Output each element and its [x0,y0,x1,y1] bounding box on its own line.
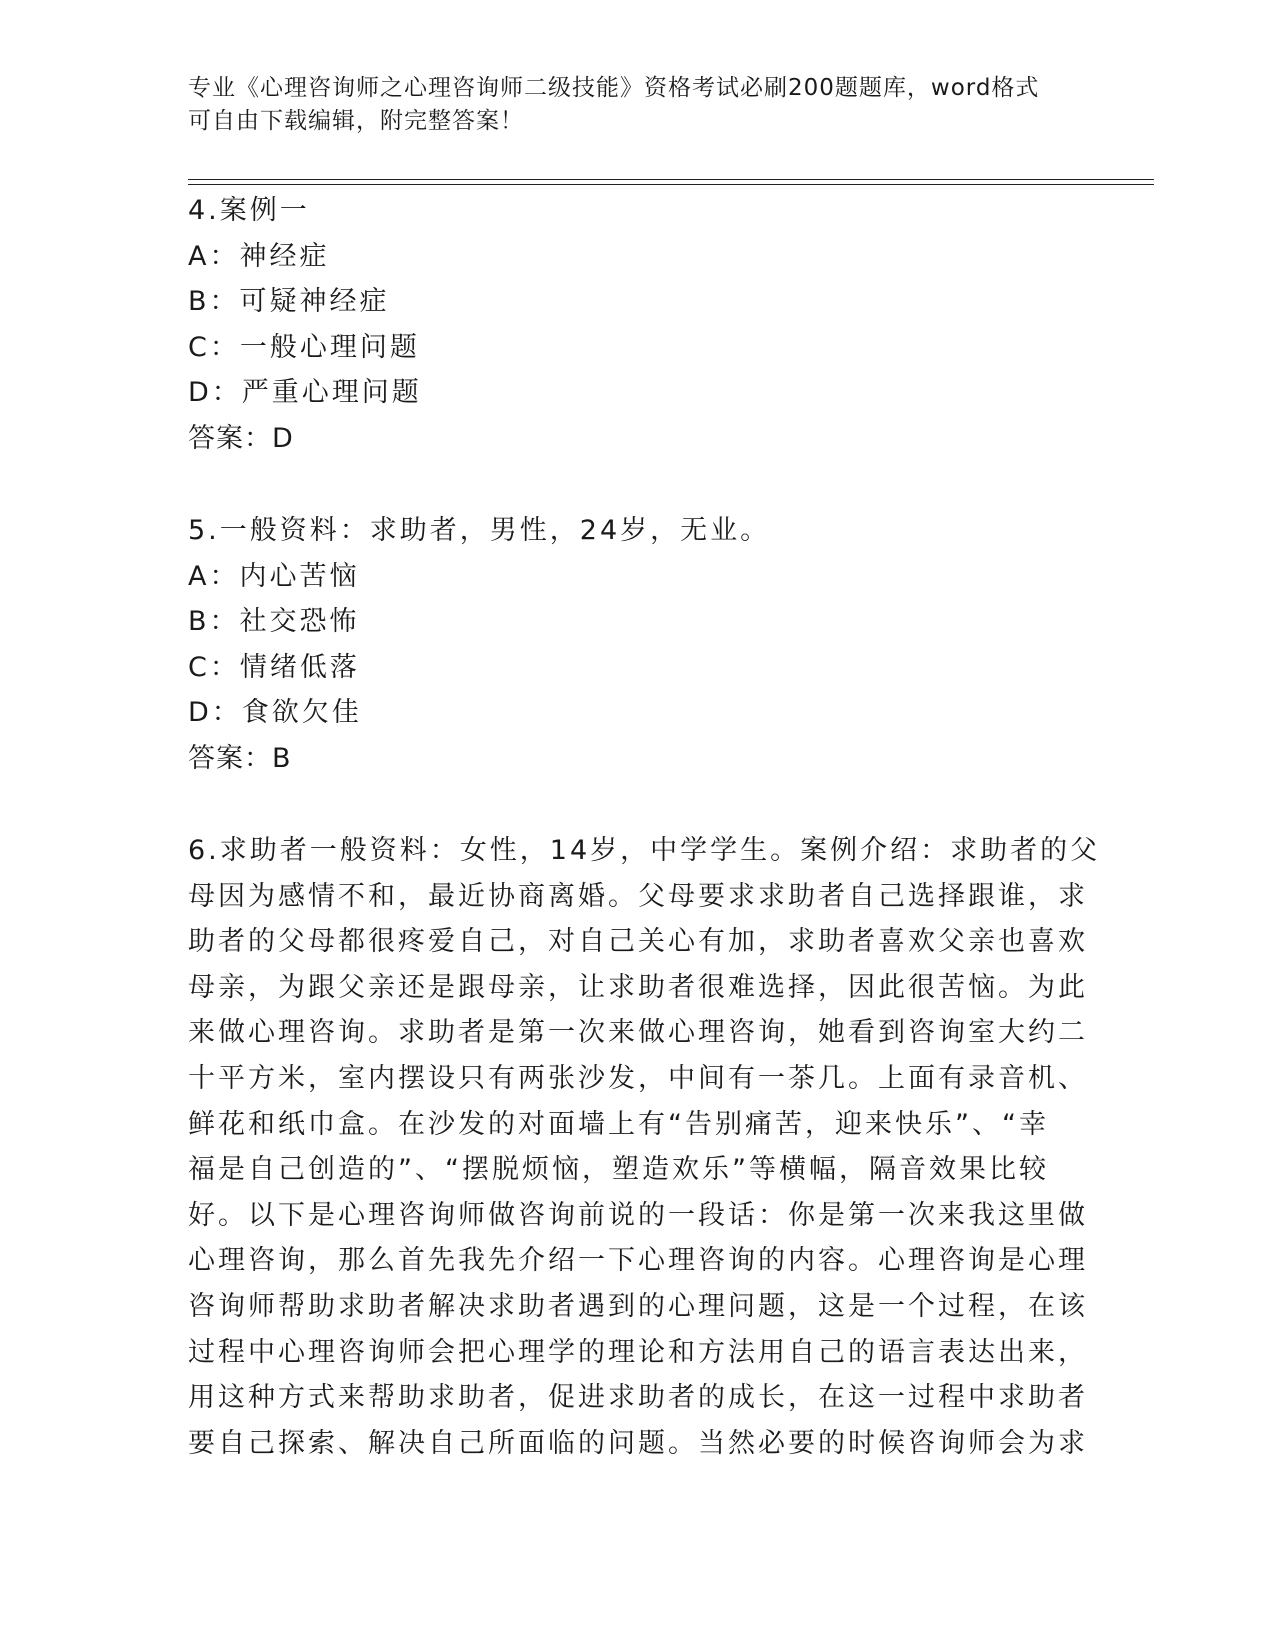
option-b: B：可疑神经症 [188,286,390,318]
question-text-line: 助者的父母都很疼爱自己，对自己关心有加，求助者喜欢父亲也喜欢 [188,926,1088,958]
question-6 [188,828,1101,1466]
question-text-line: 好。以下是心理咨询师做咨询前说的一段话：你是第一次来我这里做 [188,1199,1088,1231]
document-header [188,72,1068,138]
option-a: A：内心苦恼 [188,560,360,592]
option-c: C：情绪低落 [188,651,360,683]
option-d: D：食欲欠佳 [188,697,362,729]
question-text-line: 福是自己创造的”、“摆脱烦恼，塑造欢乐”等横幅，隔音效果比较 [188,1154,1049,1186]
question-4 [188,188,1068,462]
question-text-line: 鲜花和纸巾盒。在沙发的对面墙上有“告别痛苦，迎来快乐”、“幸 [188,1108,1049,1140]
question-text-line: 咨询师帮助求助者解决求助者遇到的心理问题，这是一个过程，在该 [188,1290,1088,1322]
option-d: D：严重心理问题 [188,377,422,409]
question-5 [188,508,1068,782]
option-c: C：一般心理问题 [188,331,420,363]
header-divider-top [188,179,1154,180]
header-line-2: 可自由下载编辑，附完整答案！ [188,108,524,134]
question-text-line: 用这种方式来帮助求助者，促进求助者的成长，在这一过程中求助者 [188,1382,1088,1414]
header-line-1: 专业《心理咨询师之心理咨询师二级技能》资格考试必刷200题题库，word格式 [188,75,1040,101]
question-text-line: 来做心理咨询。求助者是第一次来做心理咨询，她看到咨询室大约二 [188,1017,1088,1049]
question-stem: 5.一般资料：求助者，男性，24岁，无业。 [188,515,771,546]
question-text-line: 十平方米，室内摆设只有两张沙发，中间有一茶几。上面有录音机、 [188,1062,1088,1094]
question-text-line: 要自己探索、解决自己所面临的问题。当然必要的时候咨询师会为求 [188,1427,1088,1459]
answer-label: 答案：B [188,742,292,774]
answer-label: 答案：D [188,422,294,454]
header-divider-bottom [188,184,1154,185]
option-b: B：社交恐怖 [188,606,360,638]
question-stem: 4.案例一 [188,195,310,226]
question-text-line: 过程中心理咨询师会把心理学的理论和方法用自己的语言表达出来， [188,1336,1088,1368]
question-text-line: 母因为感情不和，最近协商离婚。父母要求求助者自己选择跟谁，求 [188,880,1088,912]
question-text-line: 母亲，为跟父亲还是跟母亲，让求助者很难选择，因此很苦恼。为此 [188,971,1088,1003]
question-text-line: 心理咨询，那么首先我先介绍一下心理咨询的内容。心理咨询是心理 [188,1245,1088,1277]
question-text-line: 6.求助者一般资料：女性，14岁，中学学生。案例介绍：求助者的父 [188,835,1101,866]
option-a: A：神经症 [188,240,330,272]
